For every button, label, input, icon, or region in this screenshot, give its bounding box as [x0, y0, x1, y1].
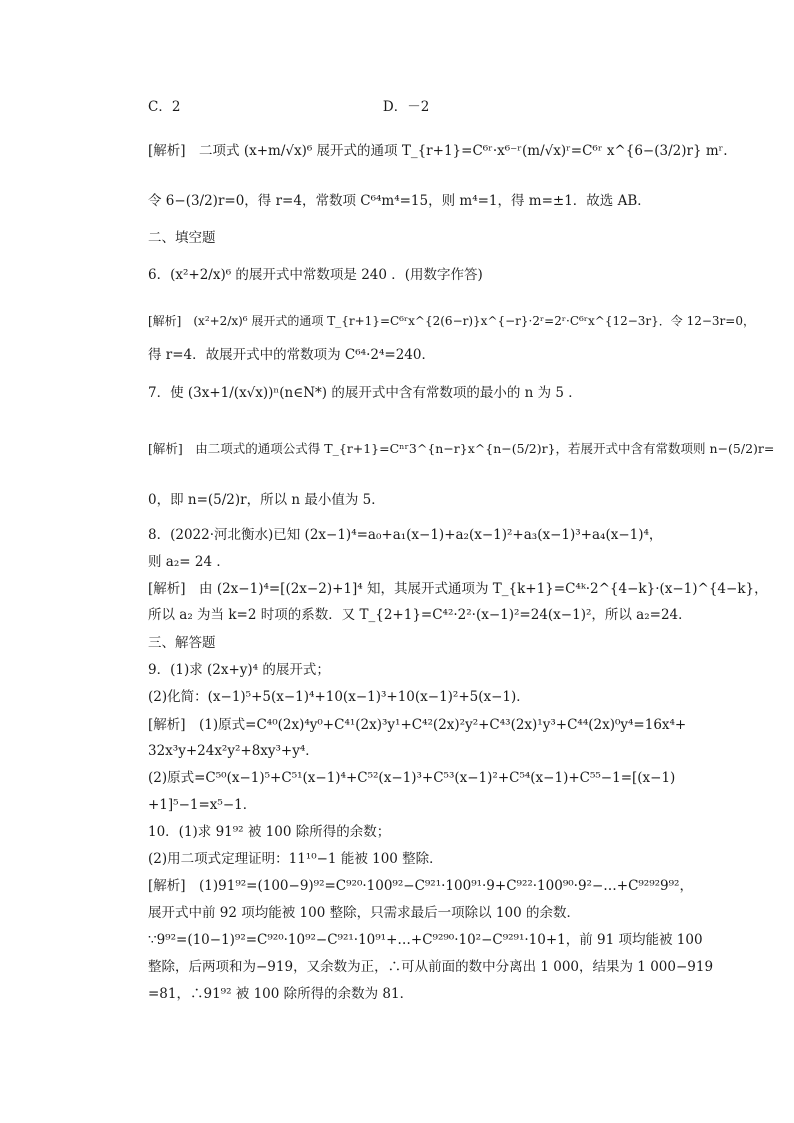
question-8: 8．(2022·河北衡水)已知 (2x−1)⁴=a₀+a₁(x−1)+a₂(x−1)²+a₃(x−1)³+a₄(x−1)⁴， [148, 527, 663, 543]
question-9-part-2: (2)化简：(x−1)⁵+5(x−1)⁴+10(x−1)³+10(x−1)²+5(x−1)． [148, 689, 530, 705]
analysis-line: +1]⁵−1=x⁵−1． [148, 797, 257, 813]
analysis-line: [解析] (1)91⁹²=(100−9)⁹²=C⁹²⁰·100⁹²−C⁹²¹·100⁹¹·9+C⁹²²·100⁹⁰·9²−…+C⁹²⁹²9⁹²， [148, 878, 693, 894]
question-9: 9．(1)求 (2x+y)⁴ 的展开式； [148, 662, 330, 678]
analysis-line: 得 r=4．故展开式中的常数项为 C⁶⁴·2⁴=240． [148, 347, 435, 363]
analysis-line: (2)原式=C⁵⁰(x−1)⁵+C⁵¹(x−1)⁴+C⁵²(x−1)³+C⁵³(x−1)²+C⁵⁴(x−1)+C⁵⁵−1=[(x−1) [148, 770, 676, 786]
analysis-line: [解析] 二项式 (x+m/√x)⁶ 展开式的通项 T_{r+1}=C⁶ʳ·x⁶⁻ʳ(m/√x)ʳ=C⁶ʳ x^{6−(3/2)r} mʳ. [148, 143, 728, 159]
section-heading-fill-in: 二、填空题 [148, 230, 216, 246]
question-10: 10．(1)求 91⁹² 被 100 除所得的余数； [148, 824, 391, 840]
analysis-line: ∵9⁹²=(10−1)⁹²=C⁹²⁰·10⁹²−C⁹²¹·10⁹¹+…+C⁹²⁹⁰·10²−C⁹²⁹¹·10+1，前 91 项均能被 100 [148, 932, 703, 948]
analysis-line: [解析] 由二项式的通项公式得 T_{r+1}=Cⁿʳ3^{n−r}x^{n−(5/2)r}，若展开式中含有常数项则 n−(5/2)r= [148, 441, 775, 456]
analysis-line: [解析] (1)原式=C⁴⁰(2x)⁴y⁰+C⁴¹(2x)³y¹+C⁴²(2x)²y²+C⁴³(2x)¹y³+C⁴⁴(2x)⁰y⁴=16x⁴+ [148, 717, 687, 733]
analysis-line: [解析] (x²+2/x)⁶ 展开式的通项 T_{r+1}=C⁶ʳx^{2(6−r)}x^{−r}·2ʳ=2ʳ·C⁶ʳx^{12−3r}．令 12−3r=0， [148, 314, 755, 328]
option-c-d: C．2 D．－2 [148, 99, 430, 115]
question-7: 7．使 (3x+1/(x√x))ⁿ(n∈N*) 的展开式中含有常数项的最小的 n 为 5 ． [148, 385, 582, 401]
question-6: 6．(x²+2/x)⁶ 的展开式中常数项是 240 ．(用数字作答) [148, 267, 483, 283]
analysis-line: 32x³y+24x²y²+8xy³+y⁴． [148, 743, 319, 759]
analysis-line: =81，∴91⁹² 被 100 除所得的余数为 81． [148, 986, 414, 1002]
analysis-line: 整除，后两项和为−919，又余数为正，∴可从前面的数中分离出 1 000，结果为 1 000−919 [148, 959, 714, 975]
analysis-line: 令 6−(3/2)r=0，得 r=4，常数项 C⁶⁴m⁴=15，则 m⁴=1，得 m=±1．故选 AB． [148, 193, 651, 209]
analysis-line: [解析] 由 (2x−1)⁴=[(2x−2)+1]⁴ 知，其展开式通项为 T_{k+1}=C⁴ᵏ·2^{4−k}·(x−1)^{4−k}， [148, 581, 768, 597]
question-8-answer: 则 a₂= 24 ． [148, 554, 230, 570]
analysis-line: 展开式中前 92 项均能被 100 整除，只需求最后一项除以 100 的余数． [148, 905, 580, 921]
analysis-line: 0，即 n=(5/2)r，所以 n 最小值为 5． [148, 492, 385, 508]
question-10-part-2: (2)用二项式定理证明：11¹⁰−1 能被 100 整除． [148, 851, 443, 867]
section-heading-solve: 三、解答题 [148, 635, 216, 651]
analysis-line: 所以 a₂ 为当 k=2 时项的系数．又 T_{2+1}=C⁴²·2²·(x−1)²=24(x−1)²，所以 a₂=24． [148, 607, 692, 623]
